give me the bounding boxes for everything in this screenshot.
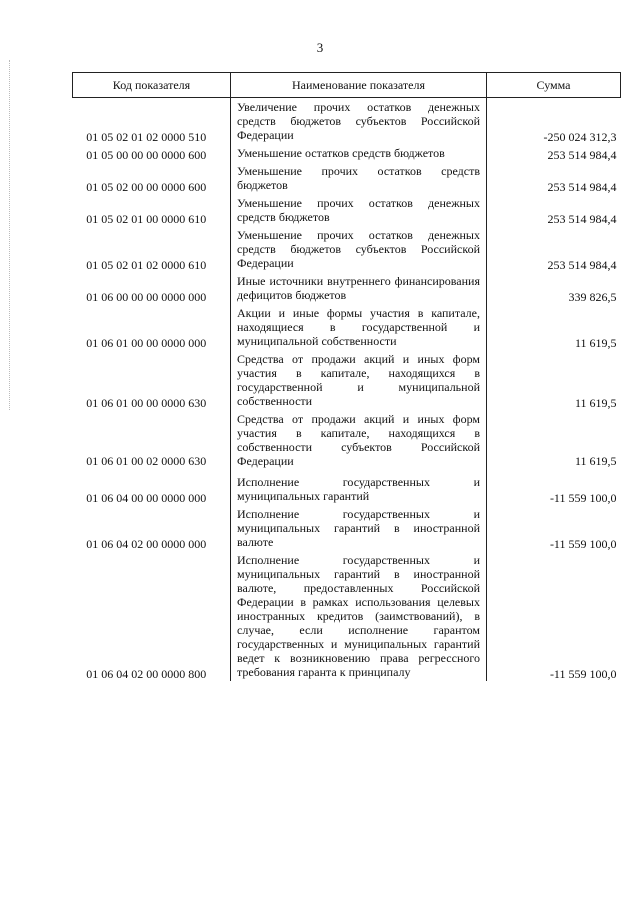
row-code: 01 06 00 00 00 0000 000: [86, 290, 207, 304]
table-row: [73, 410, 621, 473]
row-code: 01 05 02 01 00 0000 610: [86, 212, 207, 226]
row-code: 01 05 02 01 02 0000 610: [86, 258, 207, 272]
table-row: [73, 551, 621, 681]
row-name: Исполнение государственных и муниципальных гарантий: [231, 473, 487, 505]
row-code: 01 06 01 00 00 0000 630: [86, 396, 207, 410]
scan-margin-marks: [9, 60, 10, 410]
table-row: [73, 304, 621, 350]
row-sum: -250 024 312,3: [543, 130, 617, 144]
row-sum: 253 514 984,4: [547, 212, 617, 226]
row-name: Иные источники внутреннего финансирования дефицитов бюджетов: [231, 272, 487, 304]
row-code: 01 05 00 00 00 0000 600: [86, 148, 207, 162]
row-code: 01 06 01 00 00 0000 000: [86, 336, 207, 350]
row-code: 01 06 04 00 00 0000 000: [86, 491, 207, 505]
row-name: Уменьшение прочих остатков денежных средств бюджетов субъектов Российской Федерации: [231, 226, 487, 272]
budget-sources-table: [72, 72, 621, 681]
table-header-row: [73, 73, 621, 98]
row-sum: 253 514 984,4: [547, 148, 617, 162]
row-code: 01 06 04 02 00 0000 800: [86, 667, 207, 681]
row-sum: -11 559 100,0: [549, 491, 617, 505]
row-name: Исполнение государственных и муниципальных гарантий в иностранной валюте: [231, 505, 487, 551]
row-name: Средства от продажи акций и иных форм участия в капитале, находящихся в собственности субъектов Российской Федерации: [231, 410, 487, 473]
row-name: Уменьшение остатков средств бюджетов: [231, 144, 487, 162]
header-sum: Сумма: [487, 73, 621, 98]
row-code: 01 05 02 00 00 0000 600: [86, 180, 207, 194]
row-sum: 11 619,5: [574, 396, 617, 410]
row-sum: -11 559 100,0: [549, 667, 617, 681]
header-name: Наименование показателя: [231, 73, 487, 98]
table-row: [73, 98, 621, 145]
header-code: Код показателя: [73, 73, 231, 98]
row-name: Акции и иные формы участия в капитале, находящиеся в государственной и муниципальной собственности: [231, 304, 487, 350]
row-code: 01 06 04 02 00 0000 000: [86, 537, 207, 551]
page-number: 3: [316, 40, 324, 55]
table-row: [73, 144, 621, 162]
table-row: [73, 194, 621, 226]
row-name: Уменьшение прочих остатков средств бюджетов: [231, 162, 487, 194]
row-name: Исполнение государственных и муниципальных гарантий в иностранной валюте, предоставленных Российской Федерации в рамках использования целевых иностранных кредитов (заимствований), в случае, если исполнение гарантом государственных и муниципальных гарантий ведет к возникновению права регрессного требования гаранта к принципалу: [231, 551, 487, 681]
table-row: [73, 226, 621, 272]
row-sum: 11 619,5: [574, 454, 617, 468]
row-code: 01 05 02 01 02 0000 510: [86, 130, 207, 144]
row-code: 01 06 01 00 02 0000 630: [86, 454, 207, 468]
row-name: Уменьшение прочих остатков денежных средств бюджетов: [231, 194, 487, 226]
row-sum: 339 826,5: [568, 290, 617, 304]
table-row: [73, 473, 621, 505]
table-row: [73, 162, 621, 194]
table-row: [73, 350, 621, 410]
row-sum: 253 514 984,4: [547, 258, 617, 272]
row-sum: -11 559 100,0: [549, 537, 617, 551]
row-sum: 11 619,5: [574, 336, 617, 350]
row-sum: 253 514 984,4: [547, 180, 617, 194]
row-name: Увеличение прочих остатков денежных средств бюджетов субъектов Российской Федерации: [231, 98, 487, 145]
row-name: Средства от продажи акций и иных форм участия в капитале, находящихся в государственной и муниципальной собственности: [231, 350, 487, 410]
table-row: [73, 272, 621, 304]
table-row: [73, 505, 621, 551]
